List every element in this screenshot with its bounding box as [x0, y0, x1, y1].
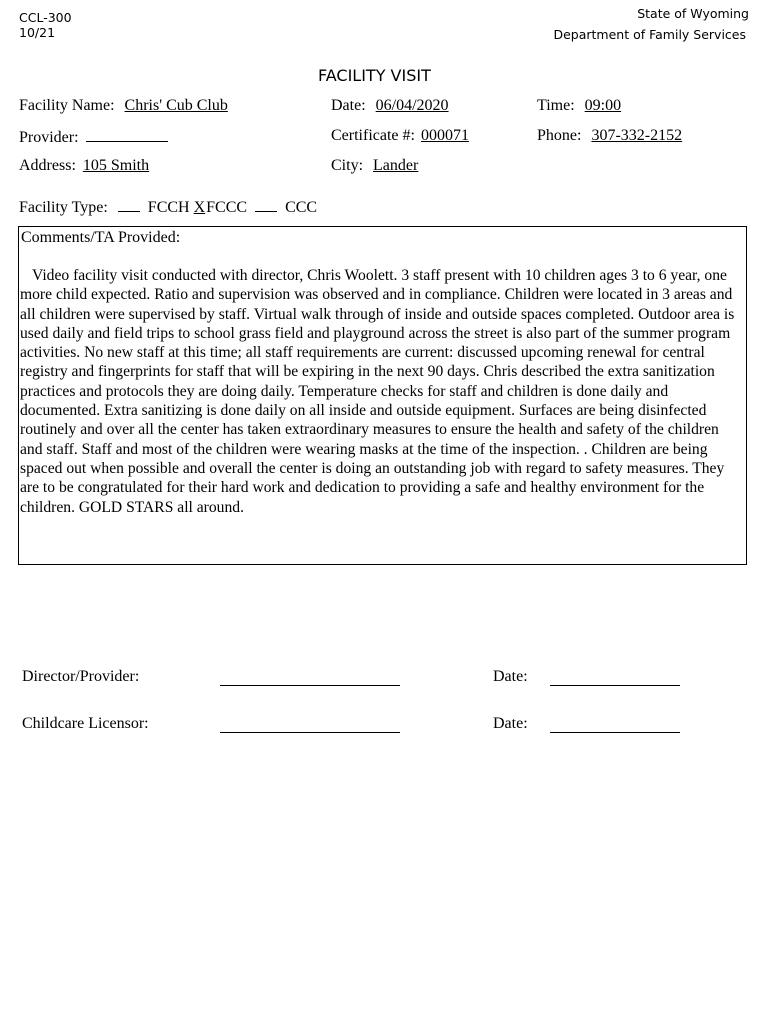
time-row — [537, 97, 621, 115]
provider-row — [19, 127, 168, 147]
address-value: 105 Smith — [82, 157, 150, 174]
comments-label: Comments/TA Provided: — [21, 229, 181, 246]
phone-row — [537, 127, 682, 145]
licensor-date-line — [550, 732, 680, 733]
comments-box — [18, 226, 747, 565]
facility-name-label: Facility Name: — [19, 97, 115, 114]
provider-blank — [86, 127, 168, 142]
phone-label: Phone: — [537, 127, 582, 144]
certificate-value: 000071 — [420, 127, 469, 144]
facility-type-label: Facility Type: — [19, 199, 108, 216]
director-date-line — [550, 685, 680, 686]
phone-value: 307-332-2152 — [591, 127, 683, 144]
city-value: Lander — [373, 157, 419, 174]
ccc-blank — [255, 197, 277, 212]
director-date-label: Date: — [493, 668, 528, 685]
comments-text: Video facility visit conducted with director, Chris Woolett. 3 staff present with 10 children ages 3 to 6 year, one more child expected. Ratio and supervision was observed and in compliance. Children were located in 3 areas and all children were supervised by staff. Virtual walk through of inside and outside spaces completed. Outdoor area is used daily and field trips to school grass field and playground across the street is also part of the summer program activities. No new staff at this time; all staff requirements are current: discussed upcoming renewal for central registry and fingerprints for staff that will be expiring in the next 90 days. Chris described the extra sanitization practices and protocols they are doing daily. Temperature checks for staff and children is done daily and documented. Extra sanitizing is done daily on all inside and outside equipment. Surfaces are being disinfected routinely and over all the center has taken extraordinary measures to ensure the health and safety of the children and staff. Staff and most of the children were wearing masks at the time of the inspection. . Children are being spaced out when possible and overall the center is doing an outstanding job with regard to safety measures. They are to be congratulated for their hard work and dedication to providing a safe and healthy environment for the children. GOLD STARS all around. — [20, 267, 735, 516]
licensor-date-label: Date: — [493, 715, 528, 732]
city-row — [331, 157, 418, 175]
city-label: City: — [331, 157, 364, 174]
licensor-signature-line — [220, 732, 400, 733]
time-value: 09:00 — [584, 97, 622, 114]
certificate-row — [331, 127, 469, 145]
facility-type-row — [19, 197, 317, 217]
form-number: CCL-300 — [19, 10, 72, 25]
ccc-label: CCC — [285, 199, 318, 216]
date-label: Date: — [331, 97, 366, 114]
facility-name-row — [19, 97, 228, 115]
director-label: Director/Provider: — [22, 668, 140, 685]
certificate-label: Certificate #: — [331, 127, 415, 144]
date-row — [331, 97, 449, 115]
provider-label: Provider: — [19, 129, 79, 146]
state-name: State of Wyoming — [637, 6, 749, 21]
licensor-label: Childcare Licensor: — [22, 715, 149, 732]
form-date: 10/21 — [19, 25, 56, 40]
page-title: FACILITY VISIT — [318, 66, 431, 85]
address-label: Address: — [19, 157, 76, 174]
fccc-label: FCCC — [206, 199, 248, 216]
address-row — [19, 157, 149, 175]
facility-name-value: Chris' Cub Club — [124, 97, 228, 114]
date-value: 06/04/2020 — [375, 97, 449, 114]
fcch-blank — [118, 197, 140, 212]
time-label: Time: — [537, 97, 575, 114]
department-name: Department of Family Services — [553, 27, 746, 42]
director-signature-line — [220, 685, 400, 686]
fccc-mark: X — [193, 199, 206, 216]
fcch-label: FCCH — [147, 199, 190, 216]
